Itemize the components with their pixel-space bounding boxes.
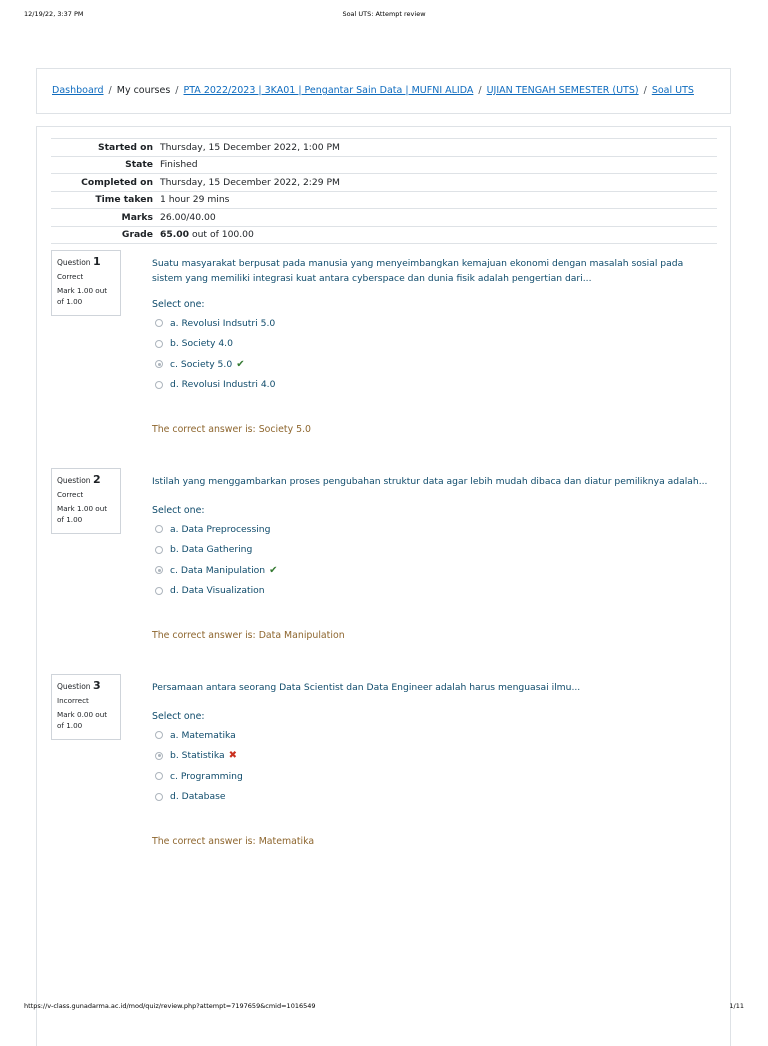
grade-label: Grade	[121, 229, 153, 241]
radio-button-selected[interactable]	[155, 752, 163, 760]
breadcrumb-separator: /	[175, 85, 179, 96]
print-footer	[24, 1002, 744, 1014]
option-c[interactable]	[155, 766, 243, 787]
radio-button[interactable]	[155, 525, 163, 533]
print-header	[24, 10, 744, 22]
option-c[interactable]	[155, 354, 275, 375]
correct-answer-feedback: The correct answer is: Society 5.0	[152, 424, 312, 435]
question-info	[51, 674, 121, 740]
summary-row-state	[51, 156, 717, 174]
breadcrumb-section-link[interactable]: UJIAN TENGAH SEMESTER (UTS)	[486, 85, 639, 96]
question-state: Incorrect	[57, 696, 89, 705]
print-page-number: 1/11	[729, 1002, 744, 1010]
answer-options	[155, 313, 275, 395]
radio-button[interactable]	[155, 381, 163, 389]
question-number-value: 2	[92, 473, 101, 486]
question-label: Question	[57, 258, 91, 267]
correct-answer-feedback: The correct answer is: Data Manipulation	[152, 630, 345, 641]
summary-row-marks	[51, 209, 717, 227]
select-one-prompt: Select one:	[152, 299, 205, 310]
started-label: Started on	[98, 141, 153, 153]
cross-icon: ✖	[228, 750, 238, 762]
print-datetime: 12/19/22, 3:37 PM	[24, 10, 84, 18]
answer-options	[155, 519, 278, 601]
radio-button[interactable]	[155, 340, 163, 348]
radio-button[interactable]	[155, 772, 163, 780]
correct-answer-feedback: The correct answer is: Matematika	[152, 836, 315, 847]
option-b[interactable]	[155, 334, 275, 355]
grade-value: 65.00	[160, 229, 190, 241]
question-text: Persamaan antara seorang Data Scientist dan Data Engineer adalah harus menguasai ilmu...	[152, 682, 581, 693]
select-one-prompt: Select one:	[152, 505, 205, 516]
radio-button[interactable]	[155, 731, 163, 739]
question-info	[51, 468, 121, 534]
radio-button[interactable]	[155, 546, 163, 554]
option-label: a. Data Preprocessing	[170, 523, 271, 535]
breadcrumb-dashboard-link[interactable]: Dashboard	[52, 85, 104, 96]
summary-row-started	[51, 139, 717, 157]
option-label: b. Society 4.0	[170, 338, 233, 350]
breadcrumb-separator: /	[643, 85, 647, 96]
question-number-value: 3	[92, 679, 101, 692]
time-taken-label: Time taken	[95, 194, 153, 206]
option-label: c. Society 5.0	[170, 358, 233, 370]
radio-button[interactable]	[155, 793, 163, 801]
question-mark: Mark 0.00 out of 1.00	[57, 710, 108, 730]
summary-row-completed	[51, 174, 717, 192]
breadcrumb-quiz-link[interactable]: Soal UTS	[651, 85, 694, 96]
question-mark: Mark 1.00 out of 1.00	[57, 504, 108, 524]
option-b[interactable]	[155, 746, 243, 767]
summary-row-grade	[51, 226, 717, 244]
state-label: State	[125, 159, 153, 171]
option-label: b. Data Gathering	[170, 544, 253, 556]
option-label: c. Data Manipulation	[170, 564, 266, 576]
marks-value: 26.00/40.00	[160, 211, 216, 223]
started-value: Thursday, 15 December 2022, 1:00 PM	[160, 141, 340, 153]
question-text: Suatu masyarakat berpusat pada manusia yang menyeimbangkan kemajuan ekonomi dengan masalah sosial pada sistem yang memiliki integrasi kuat antara cyberspace dan dunia fisik adalah pengertian dari...	[152, 258, 684, 284]
radio-button[interactable]	[155, 587, 163, 595]
question-number	[57, 255, 115, 268]
grade-suffix: out of 100.00	[191, 229, 254, 241]
attempt-summary-table	[51, 138, 717, 244]
completed-label: Completed on	[81, 176, 153, 188]
check-icon: ✔	[269, 564, 278, 576]
grade-value-cell	[158, 226, 717, 244]
question-number	[57, 473, 115, 486]
question-info	[51, 250, 121, 316]
option-label: d. Database	[170, 791, 226, 803]
option-label: b. Statistika	[170, 750, 225, 762]
option-a[interactable]	[155, 313, 275, 334]
question-state: Correct	[57, 272, 84, 281]
time-taken-value: 1 hour 29 mins	[160, 194, 230, 206]
check-icon: ✔	[236, 358, 245, 370]
radio-button[interactable]	[155, 319, 163, 327]
breadcrumb-course-link[interactable]: PTA 2022/2023 | 3KA01 | Pengantar Sain Data | MUFNI ALIDA	[183, 85, 474, 96]
breadcrumb	[52, 85, 694, 96]
select-one-prompt: Select one:	[152, 711, 205, 722]
answer-options	[155, 725, 243, 807]
marks-label: Marks	[121, 211, 153, 223]
question-mark: Mark 1.00 out of 1.00	[57, 286, 108, 306]
radio-button-selected[interactable]	[155, 566, 163, 574]
question-label: Question	[57, 682, 91, 691]
print-title: Soal UTS: Attempt review	[342, 10, 426, 18]
question-label: Question	[57, 476, 91, 485]
breadcrumb-separator: /	[478, 85, 482, 96]
breadcrumb-container	[36, 68, 731, 114]
breadcrumb-my-courses[interactable]: My courses	[116, 85, 171, 96]
breadcrumb-separator: /	[108, 85, 112, 96]
option-c[interactable]	[155, 560, 278, 581]
completed-value: Thursday, 15 December 2022, 2:29 PM	[160, 176, 340, 188]
print-url: https://v-class.gunadarma.ac.id/mod/quiz/review.php?attempt=7197659&cmid=1016549	[24, 1002, 316, 1010]
question-state: Correct	[57, 490, 84, 499]
option-label: a. Revolusi Indsutri 5.0	[170, 317, 276, 329]
option-d[interactable]	[155, 581, 278, 602]
option-label: d. Data Visualization	[170, 585, 265, 597]
option-d[interactable]	[155, 787, 243, 808]
option-label: c. Programming	[170, 770, 243, 782]
option-b[interactable]	[155, 540, 278, 561]
option-label: d. Revolusi Industri 4.0	[170, 379, 276, 391]
option-a[interactable]	[155, 519, 278, 540]
option-a[interactable]	[155, 725, 243, 746]
question-number	[57, 679, 115, 692]
question-text: Istilah yang menggambarkan proses pengubahan struktur data agar lebih mudah dibaca dan diatur pemiliknya adalah...	[152, 476, 708, 487]
summary-row-time	[51, 191, 717, 209]
radio-button-selected[interactable]	[155, 360, 163, 368]
question-number-value: 1	[92, 255, 101, 268]
option-label: a. Matematika	[170, 729, 236, 741]
state-value: Finished	[160, 159, 198, 171]
option-d[interactable]	[155, 375, 275, 396]
